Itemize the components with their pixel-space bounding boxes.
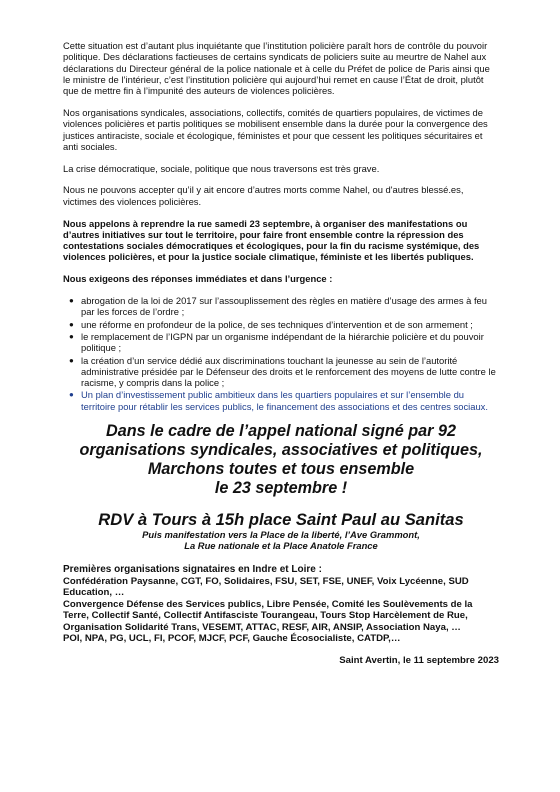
demand-text: une réforme en profondeur de la police, de ses techniques d’intervention et de son armement ; — [81, 318, 473, 330]
demand-item — [63, 355, 499, 389]
demand-item — [63, 319, 499, 330]
footer-date: Saint Avertin, le 11 septembre 2023 — [339, 654, 499, 666]
march-call — [63, 422, 499, 498]
rdv-title: RDV à Tours à 15h place Saint Paul au Sanitas — [98, 510, 464, 530]
paragraph-2: Nos organisations syndicales, associations, collectifs, comités de quartiers populaires, de victimes de violences policières et partis politiques se mobilisent ensemble dans la durée pour la convergence des justices antiraciste, sociale et écologique, féministes et pour que cessent les politiques sécuritaires et anti sociales. — [63, 106, 488, 152]
signatories-parties: POI, NPA, PG, UCL, FI, PCOF, MJCF, PCF, Gauche Écosocialiste, CATDP,… — [63, 633, 401, 645]
demand-text: Un plan d’investissement public ambitieux dans les quartiers populaires et sur l’ensemble du territoire pour rétablir les services publics, le financement des associations et des centres sociaux. — [81, 389, 488, 412]
signatories-heading: Premières organisations signataires en Indre et Loire : — [63, 563, 322, 575]
bullet-icon: ● — [69, 331, 74, 341]
bullet-icon: ● — [69, 296, 74, 306]
march-call-line: Dans le cadre de l’appel national signé par 92 — [106, 422, 456, 441]
rdv-route-line-1: Puis manifestation vers la Place de la liberté, l’Ave Grammont, — [142, 529, 420, 541]
rdv-route-line-2: La Rue nationale et la Place Anatole France — [184, 540, 378, 552]
demands-list — [63, 295, 499, 412]
paragraph-4: Nous ne pouvons accepter qu’il y ait encore d’autres morts comme Nahel, ou d'autres blessé.es, victimes des violences policières. — [63, 184, 464, 207]
signatories-unions: Confédération Paysanne, CGT, FO, Solidaires, FSU, SET, FSE, UNEF, Voix Lycéenne, SUD Education, … — [63, 575, 469, 599]
signatories-associations: Convergence Défense des Services publics, Libre Pensée, Comité les Soulèvements de la Terre, Collectif Santé, Collectif Antifasciste Tourangeau, Tours Stop Harcèlement de Rue, Organisation Solidarité Trans, VESEMT, ATTAC, RESF, AIR, ANSIP, Association Naya, … — [63, 598, 473, 633]
bullet-icon: ● — [69, 355, 74, 365]
march-call-line: Marchons toutes et tous ensemble — [147, 460, 415, 479]
demands-intro: Nous exigeons des réponses immédiates et dans l’urgence : — [63, 273, 333, 285]
paragraph-1: Cette situation est d’autant plus inquiétante que l’institution policière paraît hors de contrôle du pouvoir politique. Des déclarations factieuses de certains syndicats de policiers suite au meurtre de Nahel aux déclarations du Directeur général de la police nationale et à celle du Préfet de police de Paris ainsi que le ministre de l’intérieur, c’est l’institution policière qui aujourd’hui remet en cause l’État de droit, plutôt que de mettre fin à l’impunité des auteurs de violences policières. — [63, 40, 490, 97]
demand-text: le remplacement de l’IGPN par un organisme indépendant de la hiérarchie policière et du pouvoir politique ; — [81, 330, 484, 354]
demand-text: la création d’un service dédié aux discriminations touchant la jeunesse au sein de l’autorité administrative présidée par le Défenseur des droits et le renforcement des moyens de lutte contre le racisme, y compris dans la police ; — [81, 354, 496, 389]
document-page — [63, 40, 499, 666]
bullet-icon: ● — [69, 390, 74, 400]
demand-item — [63, 389, 499, 412]
march-call-line: organisations syndicales, associatives et politiques, — [79, 441, 483, 460]
demand-item — [63, 331, 499, 354]
demand-text: abrogation de la loi de 2017 sur l’assouplissement des règles en matière d’usage des armes à feu par les forces de l’ordre ; — [81, 295, 487, 318]
demand-item — [63, 295, 499, 318]
march-call-line: le 23 septembre ! — [214, 479, 348, 498]
bullet-icon: ● — [69, 319, 74, 329]
paragraph-3: La crise démocratique, sociale, politique que nous traversons est très grave. — [63, 162, 380, 174]
appeal-paragraph: Nous appelons à reprendre la rue samedi 23 septembre, à organiser des manifestations ou d’autres initiatives sur tout le territoire, pour faire front ensemble contre la répression des contestations sociales démocratiques et écologiques, pour la fin du racisme systémique, des violences policières, et pour la justice sociale climatique, féministe et les libertés publiques. — [63, 217, 480, 263]
